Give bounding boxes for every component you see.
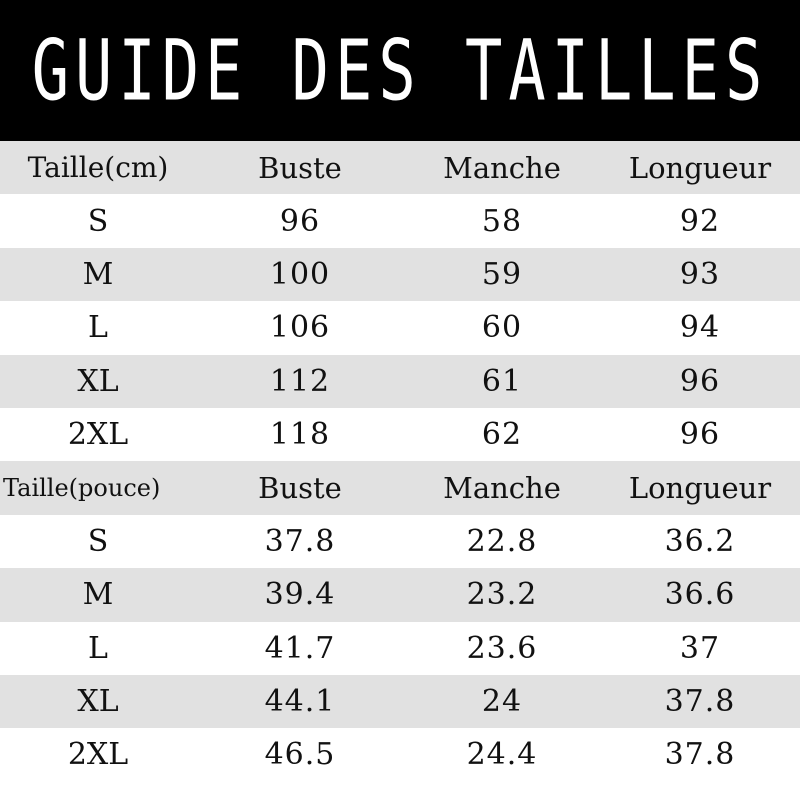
length-value: 36.2 bbox=[664, 523, 736, 559]
bust-value: 46.5 bbox=[264, 737, 336, 773]
sleeve-value: 23.6 bbox=[466, 630, 538, 666]
length-value: 36.6 bbox=[664, 577, 736, 613]
sleeve-value: 61 bbox=[481, 363, 523, 399]
bust-value: 118 bbox=[269, 417, 331, 453]
bust-value: 112 bbox=[269, 363, 331, 399]
sleeve-value: 59 bbox=[481, 256, 523, 292]
size-label: L bbox=[88, 310, 108, 346]
table-row bbox=[0, 622, 800, 675]
table-header-cm bbox=[0, 141, 800, 194]
size-label: 2XL bbox=[67, 417, 129, 453]
sleeve-value: 24.4 bbox=[466, 737, 538, 773]
size-header-inch: Taille(pouce) bbox=[3, 474, 161, 503]
sleeve-value: 62 bbox=[481, 417, 523, 453]
size-label: S bbox=[87, 523, 109, 559]
length-value: 96 bbox=[679, 363, 721, 399]
title-banner bbox=[0, 0, 800, 141]
table-row bbox=[0, 194, 800, 247]
sleeve-value: 23.2 bbox=[466, 577, 538, 613]
column-header-bust: Buste bbox=[258, 150, 342, 185]
bust-value: 39.4 bbox=[264, 577, 336, 613]
length-value: 37.8 bbox=[664, 737, 736, 773]
table-row bbox=[0, 301, 800, 354]
table-row bbox=[0, 408, 800, 461]
size-chart bbox=[0, 141, 800, 782]
table-header-inch bbox=[0, 461, 800, 514]
size-label: L bbox=[88, 630, 108, 666]
size-label: 2XL bbox=[67, 737, 129, 773]
column-header-sleeve: Manche bbox=[443, 150, 561, 185]
length-value: 37.8 bbox=[664, 684, 736, 720]
table-row bbox=[0, 568, 800, 621]
length-value: 92 bbox=[679, 203, 721, 239]
bust-value: 100 bbox=[269, 256, 331, 292]
table-row bbox=[0, 355, 800, 408]
bust-value: 41.7 bbox=[264, 630, 336, 666]
column-header-length: Longueur bbox=[628, 150, 772, 185]
size-label: XL bbox=[77, 684, 119, 720]
length-value: 37 bbox=[679, 630, 721, 666]
column-header-length: Longueur bbox=[628, 471, 772, 506]
bust-value: 44.1 bbox=[264, 684, 336, 720]
size-label: M bbox=[82, 577, 114, 613]
sleeve-value: 60 bbox=[481, 310, 523, 346]
table-row bbox=[0, 675, 800, 728]
sleeve-value: 24 bbox=[481, 684, 523, 720]
column-header-bust: Buste bbox=[258, 471, 342, 506]
table-row bbox=[0, 515, 800, 568]
bust-value: 37.8 bbox=[264, 523, 336, 559]
column-header-sleeve: Manche bbox=[443, 471, 561, 506]
sleeve-value: 22.8 bbox=[466, 523, 538, 559]
length-value: 96 bbox=[679, 417, 721, 453]
sleeve-value: 58 bbox=[481, 203, 523, 239]
length-value: 93 bbox=[679, 256, 721, 292]
bust-value: 96 bbox=[279, 203, 321, 239]
size-label: M bbox=[82, 256, 114, 292]
length-value: 94 bbox=[679, 310, 721, 346]
table-row bbox=[0, 248, 800, 301]
size-label: S bbox=[87, 203, 109, 239]
table-row bbox=[0, 728, 800, 781]
size-header-cm: Taille(cm) bbox=[27, 151, 169, 185]
bust-value: 106 bbox=[269, 310, 331, 346]
size-label: XL bbox=[77, 363, 119, 399]
page-title: GUIDE DES TAILLES bbox=[31, 21, 769, 120]
